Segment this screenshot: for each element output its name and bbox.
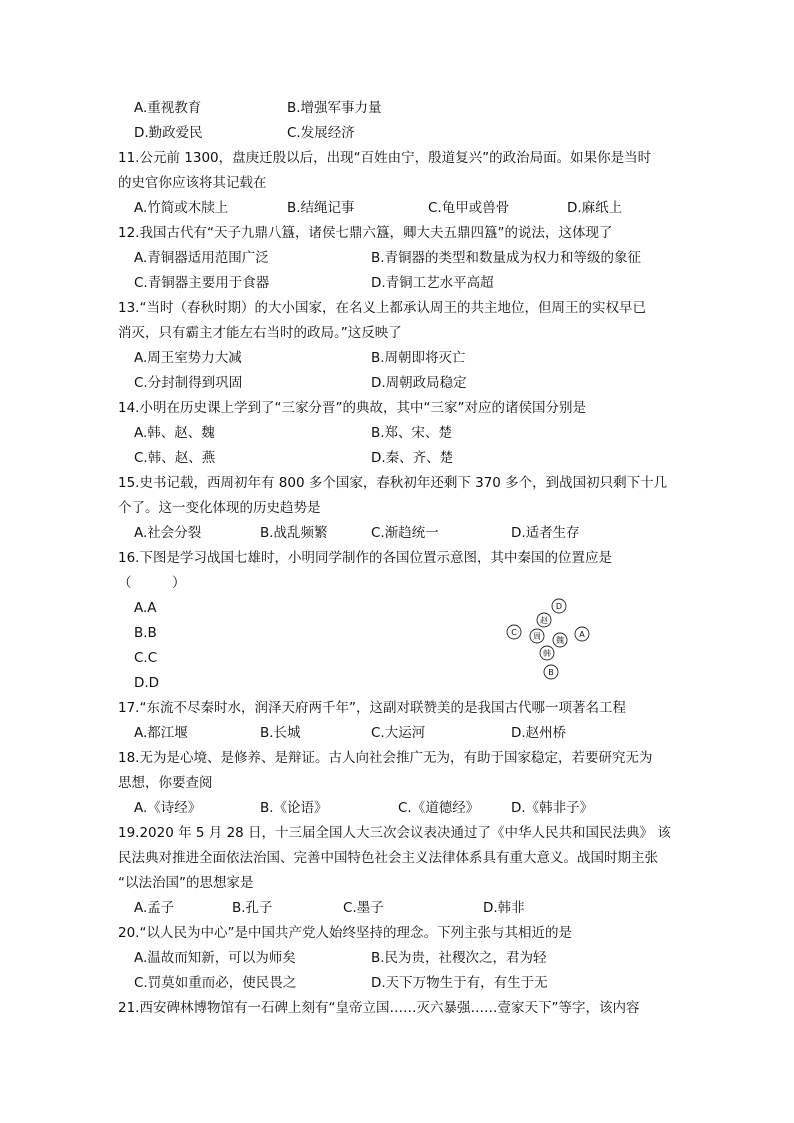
- label-zhou: 周: [533, 632, 541, 641]
- q10-option-a: A.重视教育: [134, 100, 202, 116]
- q14-option-d: D.秦、齐、楚: [371, 450, 454, 466]
- q18-option-a: A.《诗经》: [134, 800, 202, 816]
- label-zhao: 赵: [540, 616, 548, 625]
- q11-option-d: D.麻纸上: [567, 200, 623, 216]
- q13-stem-line2: 消灭，只有霸主才能左右当时的政局。”这反映了: [118, 325, 402, 341]
- label-wei: 魏: [556, 636, 564, 645]
- q21-stem: 21.西安碑林博物馆有一石碑上刻有“皇帝立国……灭六暴强……壹家天下”等字，该内容: [118, 1000, 640, 1016]
- q13-option-b: B.周朝即将灭亡: [371, 350, 466, 366]
- q15-option-a: A.社会分裂: [134, 525, 202, 541]
- q12-stem: 12.我国古代有“天子九鼎八簋，诸侯七鼎六簋，卿大夫五鼎四簋”的说法，这体现了: [118, 225, 613, 241]
- q13-option-d: D.周朝政局稳定: [371, 375, 467, 391]
- q14-option-a: A.韩、赵、魏: [134, 425, 215, 441]
- q19-option-c: C.墨子: [343, 900, 384, 916]
- q18-option-d: D.《韩非子》: [511, 800, 594, 816]
- q15-stem-line1: 15.史书记载，西周初年有 800 多个国家，春秋初年还剩下 370 多个，到战国初只剩下十几: [118, 475, 668, 491]
- q13-option-c: C.分封制得到巩固: [134, 375, 243, 391]
- q18-stem-line1: 18.无为是心境、是修养、是辩证。古人向社会推广无为，有助于国家稳定，若要研究无为: [118, 750, 653, 766]
- q16-stem-line2: （ ）: [118, 575, 186, 591]
- q12-option-b: B.青铜器的类型和数量成为权力和等级的象征: [371, 250, 642, 266]
- q11-option-a: A.竹简或木牍上: [134, 200, 229, 216]
- q19-option-b: B.孔子: [232, 900, 273, 916]
- label-d: D: [555, 602, 563, 611]
- label-c: C: [511, 628, 517, 637]
- label-b: B: [548, 668, 554, 677]
- q19-stem-line3: “以法治国”的思想家是: [118, 875, 254, 891]
- q18-option-c: C.《道德经》: [398, 800, 480, 816]
- q15-stem-line2: 个了。这一变化体现的历史趋势是: [118, 500, 321, 516]
- q20-option-d: D.天下万物生于有，有生于无: [371, 975, 548, 991]
- q20-option-a: A.温故而知新，可以为师矣: [134, 950, 296, 966]
- q19-option-d: D.韩非: [483, 900, 525, 916]
- q16-option-a: A.A: [134, 600, 157, 616]
- q11-option-c: C.龟甲或兽骨: [428, 200, 510, 216]
- q17-option-b: B.长城: [260, 725, 301, 741]
- q11-option-b: B.结绳记事: [287, 200, 355, 216]
- q14-option-c: C.韩、赵、燕: [134, 450, 216, 466]
- label-a: A: [579, 630, 585, 639]
- q18-option-b: B.《论语》: [260, 800, 328, 816]
- q12-option-c: C.青铜器主要用于食器: [134, 275, 270, 291]
- q12-option-d: D.青铜工艺水平高超: [371, 275, 494, 291]
- q19-stem-line1: 19.2020 年 5 月 28 日，十三届全国人大三次会议表决通过了《中华人民共和国民法典》 该: [118, 825, 671, 841]
- q16-option-b: B.B: [134, 625, 157, 641]
- q19-stem-line2: 民法典对推进全面依法治国、完善中国特色社会主义法律体系具有重大意义。战国时期主张: [118, 850, 658, 866]
- q14-stem: 14.小明在历史课上学到了“三家分晋”的典故，其中“三家”对应的诸侯国分别是: [118, 400, 586, 416]
- q20-option-b: B.民为贵，社稷次之，君为轻: [371, 950, 547, 966]
- warring-states-position-diagram: [500, 596, 600, 682]
- q10-option-d: D.勤政爱民: [134, 125, 203, 141]
- label-han: 韩: [543, 649, 551, 658]
- q16-stem-line1: 16.下图是学习战国七雄时，小明同学制作的各国位置示意图，其中秦国的位置应是: [118, 550, 612, 566]
- q12-option-a: A.青铜器适用范围广泛: [134, 250, 269, 266]
- q10-option-b: B.增强军事力量: [287, 100, 382, 116]
- q15-option-d: D.适者生存: [511, 525, 580, 541]
- q18-stem-line2: 思想，你要查阅: [118, 775, 213, 791]
- q13-option-a: A.周王室势力大减: [134, 350, 242, 366]
- q16-option-d: D.D: [134, 675, 160, 691]
- q11-stem-line2: 的史官你应该将其记载在: [118, 175, 267, 191]
- q14-option-b: B.郑、宋、楚: [371, 425, 453, 441]
- q13-stem-line1: 13.“当时（春秋时期）的大小国家，在名义上都承认周王的共主地位，但周王的实权早已: [118, 300, 646, 316]
- q17-option-a: A.都江堰: [134, 725, 188, 741]
- q17-stem: 17.“东流不尽秦时水，润泽天府两千年”，这副对联赞美的是我国古代哪一项著名工程: [118, 700, 626, 716]
- q15-option-b: B.战乱频繁: [260, 525, 328, 541]
- q16-option-c: C.C: [134, 650, 158, 666]
- q20-stem: 20.“以人民为中心”是中国共产党人始终坚持的理念。下列主张与其相近的是: [118, 925, 572, 941]
- q11-stem-line1: 11.公元前 1300，盘庚迁殷以后，出现“百姓由宁，殷道复兴”的政治局面。如果你是当时: [118, 150, 652, 166]
- q19-option-a: A.孟子: [134, 900, 175, 916]
- q20-option-c: C.罚莫如重而必，使民畏之: [134, 975, 297, 991]
- q17-option-c: C.大运河: [371, 725, 426, 741]
- q17-option-d: D.赵州桥: [511, 725, 567, 741]
- q15-option-c: C.渐趋统一: [371, 525, 439, 541]
- q10-option-c: C.发展经济: [287, 125, 355, 141]
